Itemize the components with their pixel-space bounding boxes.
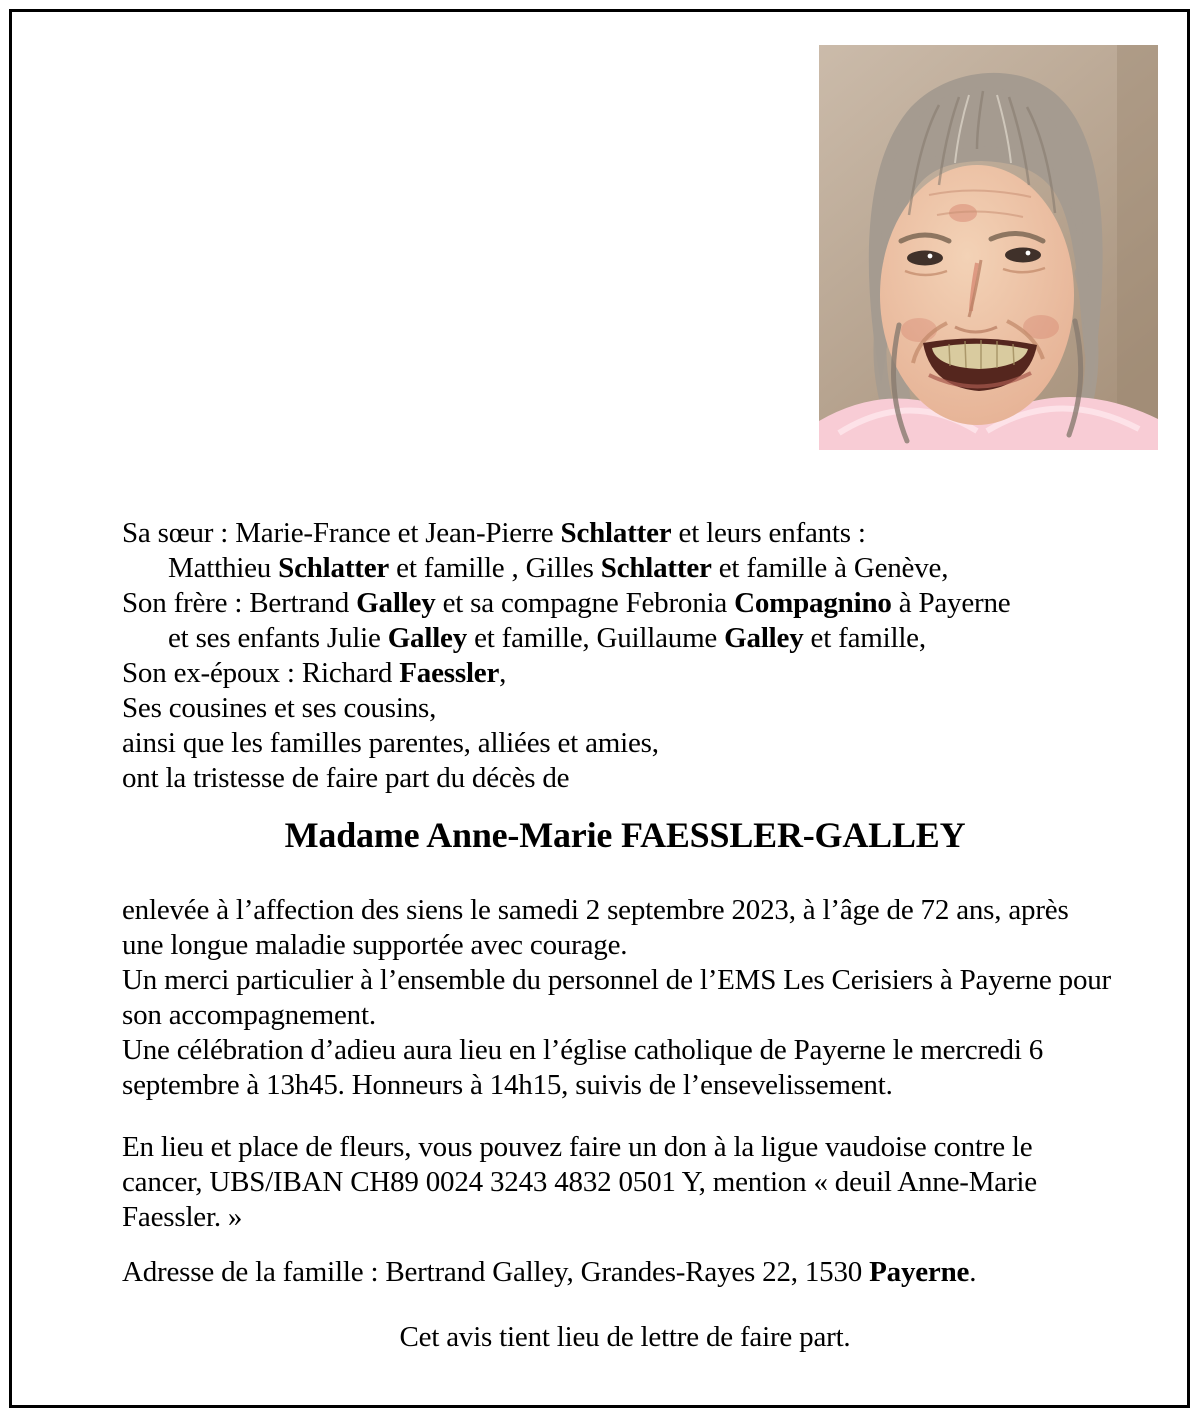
text-line xyxy=(122,726,1128,761)
portrait-photo xyxy=(819,45,1158,450)
left-eye xyxy=(907,251,943,266)
text-segment: En lieu et place de fleurs, vous pouvez faire un don à la ligue vaudoise contre le xyxy=(122,1131,1033,1163)
bold-name-segment: Galley xyxy=(387,622,468,654)
text-line xyxy=(122,691,1128,726)
bold-name-segment: Galley xyxy=(356,587,436,619)
text-segment: , xyxy=(499,657,507,689)
bold-name-segment: Faessler xyxy=(399,657,500,689)
text-segment: Faessler. » xyxy=(122,1201,243,1233)
text-line xyxy=(122,621,1128,656)
text-segment: et famille, Guillaume xyxy=(467,622,725,654)
bold-name-segment: Galley xyxy=(724,622,804,654)
text-line xyxy=(122,963,1128,998)
text-line xyxy=(122,1165,1128,1200)
bold-name-segment: Schlatter xyxy=(560,517,672,549)
wall-shadow-right xyxy=(1117,45,1158,450)
bold-name-segment: Schlatter xyxy=(278,552,390,584)
text-line xyxy=(122,656,1128,691)
text-segment: à Payerne xyxy=(891,587,1011,619)
right-eye xyxy=(1005,248,1041,263)
text-line xyxy=(122,1033,1128,1068)
portrait-photo-svg xyxy=(819,45,1158,450)
left-cheek xyxy=(901,318,937,342)
left-eye-glint xyxy=(928,254,933,259)
text-segment: son accompagnement. xyxy=(122,999,376,1031)
announcement-paragraphs xyxy=(122,893,1128,1103)
text-segment: et famille , Gilles xyxy=(389,552,601,584)
text-segment: enlevée à l’affection des siens le samedi 2 septembre 2023, à l’âge de 72 ans, après xyxy=(122,894,1069,926)
text-segment: Sa sœur : Marie-France et Jean-Pierre xyxy=(122,517,561,549)
text-line xyxy=(122,1068,1128,1103)
text-line xyxy=(122,1200,1128,1235)
text-segment: et famille à Genève, xyxy=(711,552,949,584)
text-line xyxy=(122,998,1128,1033)
text-segment: Ses cousines et ses cousins, xyxy=(122,692,437,724)
text-line xyxy=(122,893,1128,928)
text-segment: et ses enfants Julie xyxy=(168,622,388,654)
text-segment: une longue maladie supportée avec courage. xyxy=(122,929,628,961)
closing-line: Cet avis tient lieu de lettre de faire part. xyxy=(399,1321,851,1353)
bold-name-segment: Payerne xyxy=(869,1256,970,1288)
text-segment: septembre à 13h45. Honneurs à 14h15, suivis de l’ensevelissement. xyxy=(122,1069,893,1101)
text-segment: Son ex-époux : Richard xyxy=(122,657,400,689)
text-segment: . xyxy=(969,1256,977,1288)
family-list xyxy=(122,516,1128,796)
text-segment: ainsi que les familles parentes, alliées et amies, xyxy=(122,727,659,759)
text-segment: Un merci particulier à l’ensemble du personnel de l’EMS Les Cerisiers à Payerne pour xyxy=(122,964,1112,996)
family-address-line xyxy=(122,1255,1128,1290)
donation-paragraph xyxy=(122,1130,1128,1235)
right-eye-glint xyxy=(1026,251,1031,256)
text-line xyxy=(122,1255,1128,1290)
text-line xyxy=(122,761,1128,796)
text-line xyxy=(122,516,1128,551)
text-segment: Matthieu xyxy=(168,552,279,584)
bold-name-segment: Schlatter xyxy=(600,552,712,584)
text-segment: Adresse de la famille : Bertrand Galley, Grandes-Rayes 22, 1530 xyxy=(122,1256,870,1288)
text-segment: et famille, xyxy=(803,622,926,654)
text-segment: ont la tristesse de faire part du décès de xyxy=(122,762,570,794)
text-segment: cancer, UBS/IBAN CH89 0024 3243 4832 0501 Y, mention « deuil Anne-Marie xyxy=(122,1166,1037,1198)
text-segment: et sa compagne Febronia xyxy=(435,587,735,619)
text-segment: et leurs enfants : xyxy=(671,517,866,549)
text-line xyxy=(122,551,1128,586)
bold-name-segment: Compagnino xyxy=(734,587,892,619)
text-segment: Son frère : Bertrand xyxy=(122,587,357,619)
text-segment: Une célébration d’adieu aura lieu en l’église catholique de Payerne le mercredi 6 xyxy=(122,1034,1044,1066)
text-line xyxy=(122,928,1128,963)
text-line xyxy=(122,1130,1128,1165)
deceased-name-title: Madame Anne-Marie FAESSLER-GALLEY xyxy=(284,815,966,855)
text-line xyxy=(122,586,1128,621)
